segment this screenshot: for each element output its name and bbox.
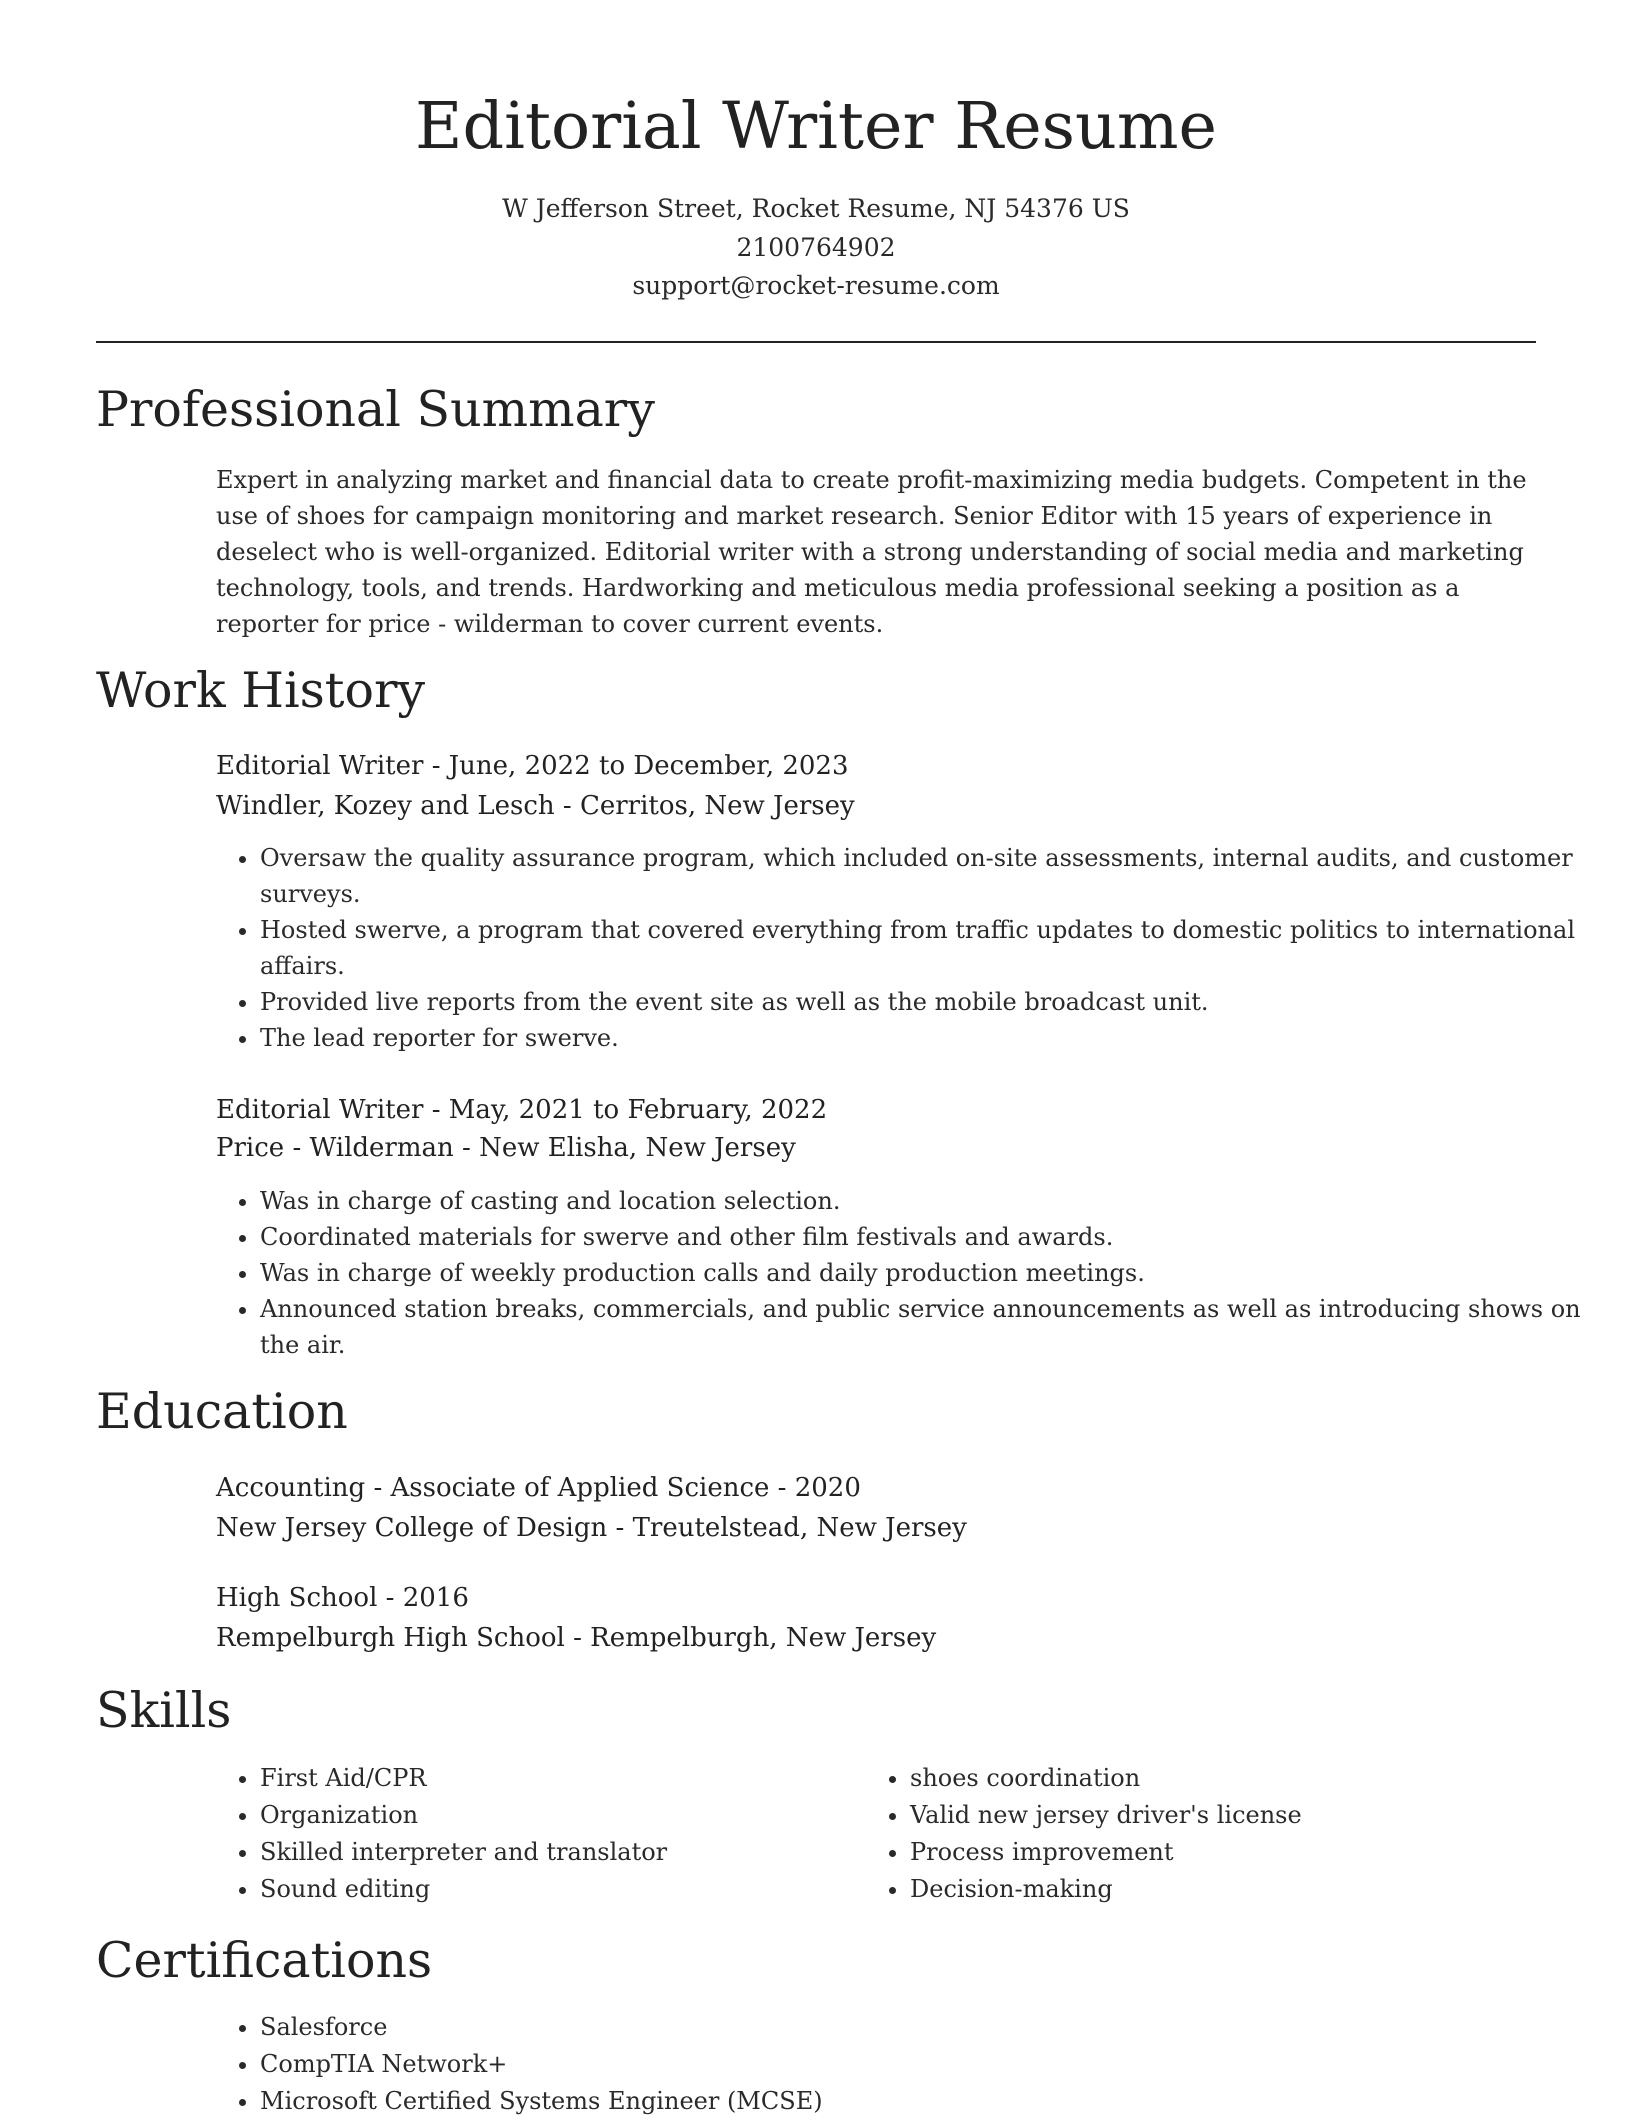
list-item: • CompTIA Network+ (260, 2046, 1560, 2083)
education-heading: Education (96, 1383, 348, 1440)
job-title-line (216, 746, 849, 786)
job-dates: - June, 2022 to December, 2023 (423, 751, 849, 781)
list-item: • Was in charge of casting and location selection. (260, 1183, 1586, 1219)
work-history-heading: Work History (96, 662, 426, 719)
list-item: • Decision-making (910, 1871, 1570, 1908)
header-divider (96, 341, 1536, 343)
skills-list-right (866, 1760, 1570, 1908)
list-item: • Microsoft Certified Systems Engineer (MCSE) (260, 2083, 1560, 2120)
list-item: • The lead reporter for swerve. (260, 1020, 1586, 1056)
list-item: • Was in charge of weekly production calls and daily production meetings. (260, 1255, 1586, 1291)
education-school-line (216, 1508, 967, 1548)
list-item: • Salesforce (260, 2009, 1560, 2046)
job-title: Editorial Writer (216, 751, 424, 781)
job-title: Editorial Writer (216, 1095, 424, 1125)
certifications-list (216, 2009, 1560, 2120)
education-location: - Treutelstead, New Jersey (607, 1513, 967, 1543)
contact-email: support@rocket-resume.com (632, 271, 1000, 300)
list-item: • Hosted swerve, a program that covered everything from traffic updates to domestic politics to international affairs. (260, 912, 1586, 984)
job-company: Price - Wilderman (216, 1133, 454, 1163)
skills-list-left (216, 1760, 860, 1908)
list-item: • First Aid/CPR (260, 1760, 860, 1797)
resume-title: Editorial Writer Resume (415, 89, 1217, 164)
job-company: Windler, Kozey and Lesch (216, 791, 555, 821)
list-item: • Oversaw the quality assurance program, which included on-site assessments, internal audits, and customer surveys. (260, 840, 1586, 912)
education-school-line (216, 1618, 936, 1658)
list-item: • Valid new jersey driver's license (910, 1797, 1570, 1834)
list-item: • Provided live reports from the event site as well as the mobile broadcast unit. (260, 984, 1586, 1020)
certifications-heading: Certifications (96, 1932, 433, 1989)
education-degree: High School (216, 1583, 378, 1613)
list-item: • Sound editing (260, 1871, 860, 1908)
education-location: - Rempelburgh, New Jersey (564, 1623, 937, 1653)
list-item: • Announced station breaks, commercials, and public service announcements as well as introducing shows on the air. (260, 1291, 1586, 1363)
list-item: • Process improvement (910, 1834, 1570, 1871)
job-bullets (216, 1183, 1586, 1363)
education-degree-line (216, 1578, 469, 1618)
job-bullets (216, 840, 1586, 1056)
education-school: New Jersey College of Design (216, 1513, 608, 1543)
list-item: • Coordinated materials for swerve and other film festivals and awards. (260, 1219, 1586, 1255)
contact-phone: 2100764902 (736, 233, 896, 262)
list-item: • Skilled interpreter and translator (260, 1834, 860, 1871)
summary-text: Expert in analyzing market and financial data to create profit-maximizing media budgets. Competent in the use of shoes for campaign monitoring and market research. Senior Editor with 15 years of experience in deselect who is well-organized. Editorial writer with a strong understanding of social media and marketing technology, tools, and trends. Hardworking and meticulous media professional seeking a position as a reporter for price - wilderman to cover current events. (216, 466, 1527, 638)
job-dates: - May, 2021 to February, 2022 (423, 1095, 828, 1125)
job-company-line (216, 1128, 796, 1168)
job-location: - New Elisha, New Jersey (453, 1133, 796, 1163)
education-degree: Accounting - Associate of Applied Science (216, 1473, 770, 1503)
education-school: Rempelburgh High School (216, 1623, 565, 1653)
contact-address: W Jefferson Street, Rocket Resume, NJ 54376 US (502, 194, 1130, 223)
job-location: - Cerritos, New Jersey (554, 791, 855, 821)
education-year: - 2020 (769, 1473, 861, 1503)
job-title-line (216, 1090, 827, 1130)
education-year: - 2016 (377, 1583, 469, 1613)
summary-heading: Professional Summary (96, 381, 655, 438)
list-item: • Organization (260, 1797, 860, 1834)
education-degree-line (216, 1468, 861, 1508)
list-item: • shoes coordination (910, 1760, 1570, 1797)
job-company-line (216, 786, 855, 826)
skills-heading: Skills (96, 1682, 232, 1739)
